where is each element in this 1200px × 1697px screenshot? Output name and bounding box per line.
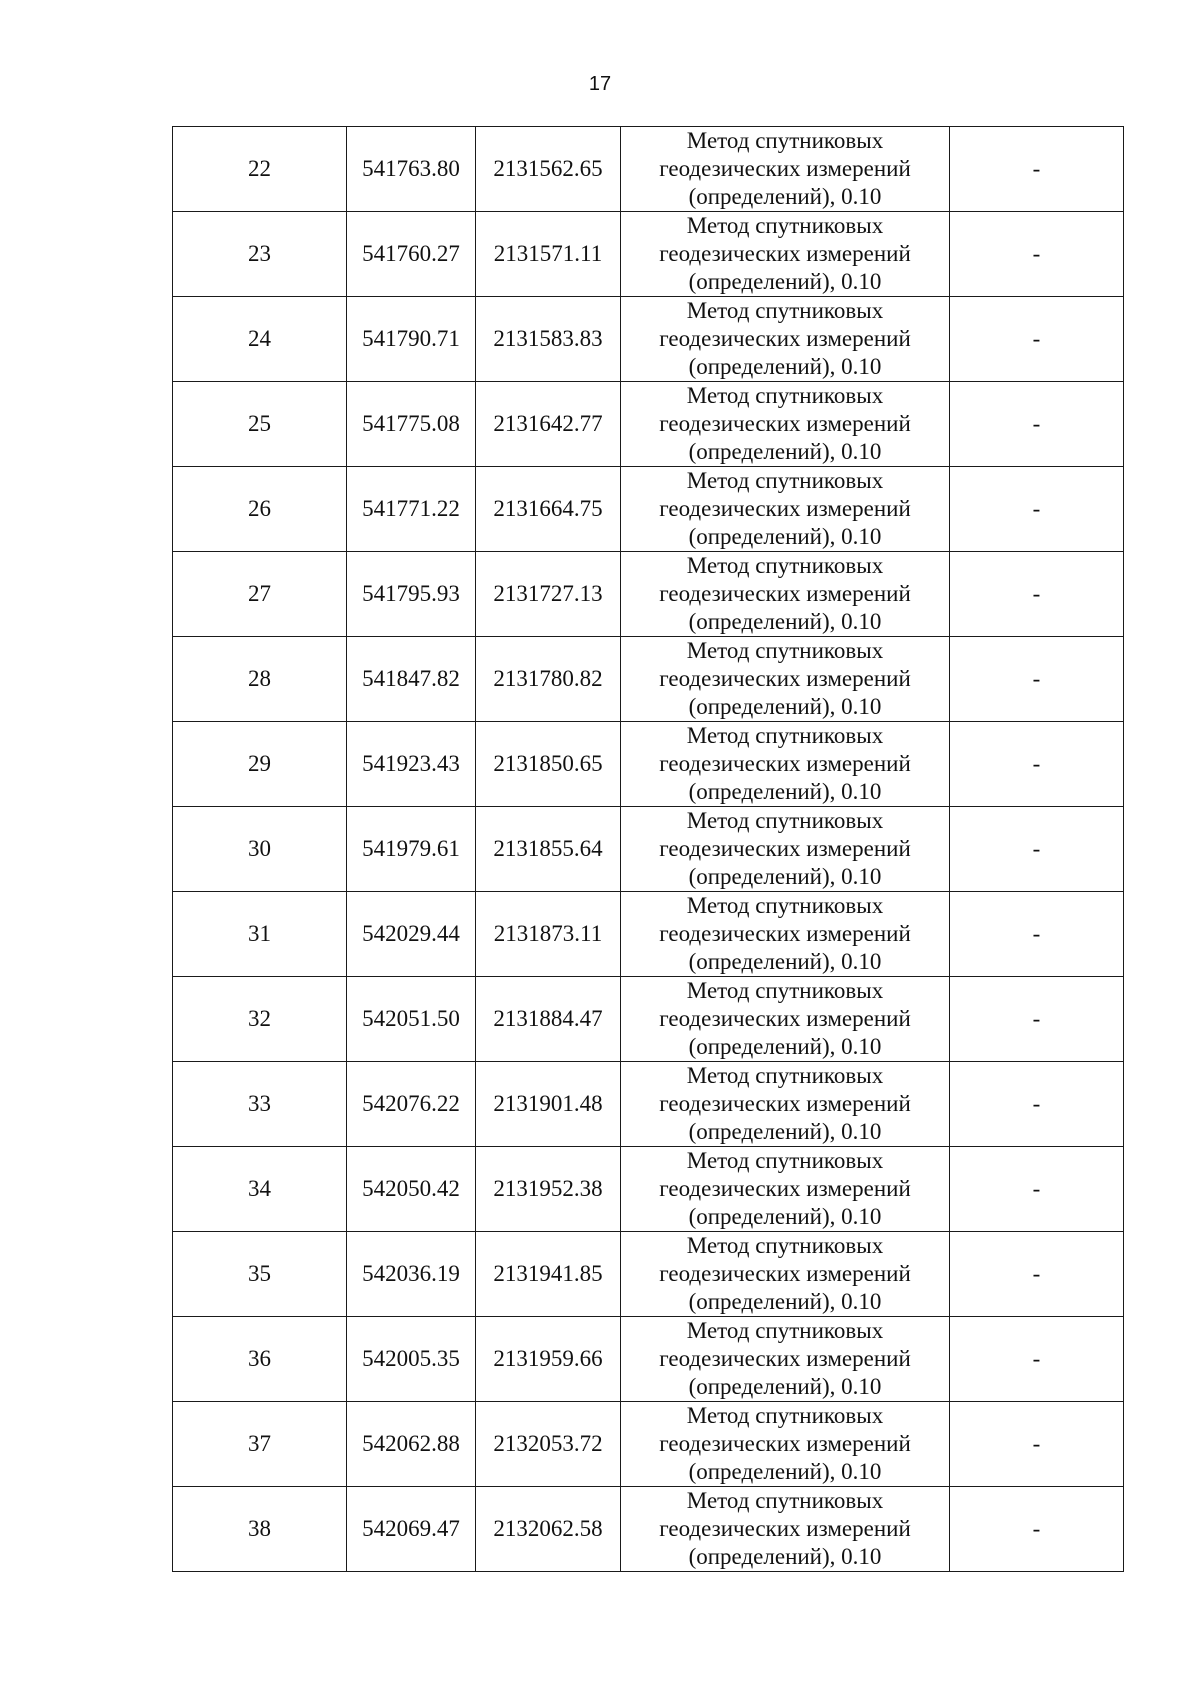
method-cell (621, 1487, 950, 1572)
description-cell: - (950, 127, 1124, 212)
description-cell: - (950, 1317, 1124, 1402)
point-number-cell: 32 (173, 977, 347, 1062)
method-line: геодезических измерений (659, 581, 911, 606)
x-coordinate-cell: 541795.93 (347, 552, 476, 637)
point-number-cell: 24 (173, 297, 347, 382)
method-line: (определений), 0.10 (688, 1374, 882, 1399)
method-line: (определений), 0.10 (688, 949, 882, 974)
method-cell (621, 1317, 950, 1402)
coordinates-table (172, 126, 1124, 1572)
description-cell: - (950, 382, 1124, 467)
table-row (173, 1147, 1124, 1232)
method-line: геодезических измерений (659, 1346, 911, 1371)
method-line: Метод спутниковых (686, 128, 884, 153)
page-number: 17 (588, 73, 612, 95)
coordinates-table-body (173, 127, 1124, 1572)
table-row (173, 467, 1124, 552)
x-coordinate-cell: 542050.42 (347, 1147, 476, 1232)
method-line: Метод спутниковых (686, 638, 884, 663)
table-row (173, 552, 1124, 637)
method-line: геодезических измерений (659, 751, 911, 776)
point-number-cell: 36 (173, 1317, 347, 1402)
method-line: Метод спутниковых (686, 213, 884, 238)
method-line: Метод спутниковых (686, 468, 884, 493)
y-coordinate-cell: 2131850.65 (476, 722, 621, 807)
method-line: (определений), 0.10 (688, 269, 882, 294)
point-number-cell: 22 (173, 127, 347, 212)
x-coordinate-cell: 542036.19 (347, 1232, 476, 1317)
y-coordinate-cell: 2132053.72 (476, 1402, 621, 1487)
x-coordinate-cell: 542062.88 (347, 1402, 476, 1487)
y-coordinate-cell: 2132062.58 (476, 1487, 621, 1572)
method-line: Метод спутниковых (686, 723, 884, 748)
point-number-cell: 34 (173, 1147, 347, 1232)
method-line: Метод спутниковых (686, 298, 884, 323)
method-cell (621, 1232, 950, 1317)
description-cell: - (950, 1232, 1124, 1317)
description-cell: - (950, 552, 1124, 637)
method-cell (621, 1147, 950, 1232)
x-coordinate-cell: 541771.22 (347, 467, 476, 552)
point-number-cell: 29 (173, 722, 347, 807)
point-number-cell: 35 (173, 1232, 347, 1317)
table-row (173, 977, 1124, 1062)
method-line: (определений), 0.10 (688, 1204, 882, 1229)
table-row (173, 212, 1124, 297)
y-coordinate-cell: 2131562.65 (476, 127, 621, 212)
description-cell: - (950, 467, 1124, 552)
method-cell (621, 382, 950, 467)
point-number-cell: 23 (173, 212, 347, 297)
method-line: геодезических измерений (659, 156, 911, 181)
point-number-cell: 28 (173, 637, 347, 722)
point-number-cell: 27 (173, 552, 347, 637)
description-cell: - (950, 1147, 1124, 1232)
method-line: (определений), 0.10 (688, 524, 882, 549)
method-line: (определений), 0.10 (688, 1034, 882, 1059)
method-line: Метод спутниковых (686, 1233, 884, 1258)
table-row (173, 1402, 1124, 1487)
method-line: (определений), 0.10 (688, 1459, 882, 1484)
method-line: Метод спутниковых (686, 383, 884, 408)
description-cell: - (950, 722, 1124, 807)
point-number-cell: 38 (173, 1487, 347, 1572)
x-coordinate-cell: 541847.82 (347, 637, 476, 722)
table-row (173, 637, 1124, 722)
table-row (173, 1487, 1124, 1572)
point-number-cell: 30 (173, 807, 347, 892)
y-coordinate-cell: 2131780.82 (476, 637, 621, 722)
x-coordinate-cell: 541979.61 (347, 807, 476, 892)
table-row (173, 127, 1124, 212)
method-line: Метод спутниковых (686, 808, 884, 833)
x-coordinate-cell: 542029.44 (347, 892, 476, 977)
method-line: (определений), 0.10 (688, 439, 882, 464)
table-row (173, 297, 1124, 382)
y-coordinate-cell: 2131901.48 (476, 1062, 621, 1147)
x-coordinate-cell: 542005.35 (347, 1317, 476, 1402)
method-line: (определений), 0.10 (688, 609, 882, 634)
table-row (173, 1317, 1124, 1402)
method-line: Метод спутниковых (686, 978, 884, 1003)
x-coordinate-cell: 542076.22 (347, 1062, 476, 1147)
method-line: геодезических измерений (659, 1091, 911, 1116)
x-coordinate-cell: 541790.71 (347, 297, 476, 382)
method-line: Метод спутниковых (686, 1403, 884, 1428)
description-cell: - (950, 1487, 1124, 1572)
method-line: геодезических измерений (659, 1516, 911, 1541)
description-cell: - (950, 637, 1124, 722)
description-cell: - (950, 1402, 1124, 1487)
x-coordinate-cell: 541923.43 (347, 722, 476, 807)
y-coordinate-cell: 2131642.77 (476, 382, 621, 467)
description-cell: - (950, 212, 1124, 297)
method-cell (621, 127, 950, 212)
x-coordinate-cell: 541760.27 (347, 212, 476, 297)
method-line: (определений), 0.10 (688, 694, 882, 719)
y-coordinate-cell: 2131855.64 (476, 807, 621, 892)
table-row (173, 1062, 1124, 1147)
y-coordinate-cell: 2131884.47 (476, 977, 621, 1062)
method-cell (621, 297, 950, 382)
table-row (173, 382, 1124, 467)
method-cell (621, 722, 950, 807)
description-cell: - (950, 807, 1124, 892)
method-line: (определений), 0.10 (688, 184, 882, 209)
y-coordinate-cell: 2131664.75 (476, 467, 621, 552)
table-row (173, 892, 1124, 977)
point-number-cell: 33 (173, 1062, 347, 1147)
method-cell (621, 807, 950, 892)
point-number-cell: 25 (173, 382, 347, 467)
method-line: геодезических измерений (659, 1431, 911, 1456)
y-coordinate-cell: 2131571.11 (476, 212, 621, 297)
table-row (173, 1232, 1124, 1317)
method-line: Метод спутниковых (686, 1063, 884, 1088)
method-line: Метод спутниковых (686, 553, 884, 578)
y-coordinate-cell: 2131952.38 (476, 1147, 621, 1232)
description-cell: - (950, 1062, 1124, 1147)
method-line: Метод спутниковых (686, 893, 884, 918)
table-row (173, 722, 1124, 807)
y-coordinate-cell: 2131941.85 (476, 1232, 621, 1317)
description-cell: - (950, 297, 1124, 382)
x-coordinate-cell: 541763.80 (347, 127, 476, 212)
table-row (173, 807, 1124, 892)
y-coordinate-cell: 2131583.83 (476, 297, 621, 382)
description-cell: - (950, 892, 1124, 977)
point-number-cell: 37 (173, 1402, 347, 1487)
method-line: геодезических измерений (659, 666, 911, 691)
x-coordinate-cell: 541775.08 (347, 382, 476, 467)
method-line: (определений), 0.10 (688, 1119, 882, 1144)
method-cell (621, 637, 950, 722)
method-line: геодезических измерений (659, 241, 911, 266)
method-line: геодезических измерений (659, 921, 911, 946)
method-line: (определений), 0.10 (688, 1289, 882, 1314)
method-line: (определений), 0.10 (688, 864, 882, 889)
method-line: геодезических измерений (659, 1006, 911, 1031)
y-coordinate-cell: 2131727.13 (476, 552, 621, 637)
method-cell (621, 1062, 950, 1147)
method-cell (621, 552, 950, 637)
method-cell (621, 977, 950, 1062)
method-cell (621, 212, 950, 297)
description-cell: - (950, 977, 1124, 1062)
method-cell (621, 467, 950, 552)
method-line: (определений), 0.10 (688, 1544, 882, 1569)
method-line: геодезических измерений (659, 1176, 911, 1201)
method-line: геодезических измерений (659, 496, 911, 521)
y-coordinate-cell: 2131959.66 (476, 1317, 621, 1402)
method-line: (определений), 0.10 (688, 354, 882, 379)
point-number-cell: 26 (173, 467, 347, 552)
method-line: Метод спутниковых (686, 1488, 884, 1513)
x-coordinate-cell: 542051.50 (347, 977, 476, 1062)
method-line: Метод спутниковых (686, 1318, 884, 1343)
method-line: (определений), 0.10 (688, 779, 882, 804)
method-cell (621, 892, 950, 977)
method-line: геодезических измерений (659, 836, 911, 861)
method-line: геодезических измерений (659, 411, 911, 436)
method-line: геодезических измерений (659, 1261, 911, 1286)
y-coordinate-cell: 2131873.11 (476, 892, 621, 977)
method-line: геодезических измерений (659, 326, 911, 351)
x-coordinate-cell: 542069.47 (347, 1487, 476, 1572)
method-cell (621, 1402, 950, 1487)
method-line: Метод спутниковых (686, 1148, 884, 1173)
point-number-cell: 31 (173, 892, 347, 977)
